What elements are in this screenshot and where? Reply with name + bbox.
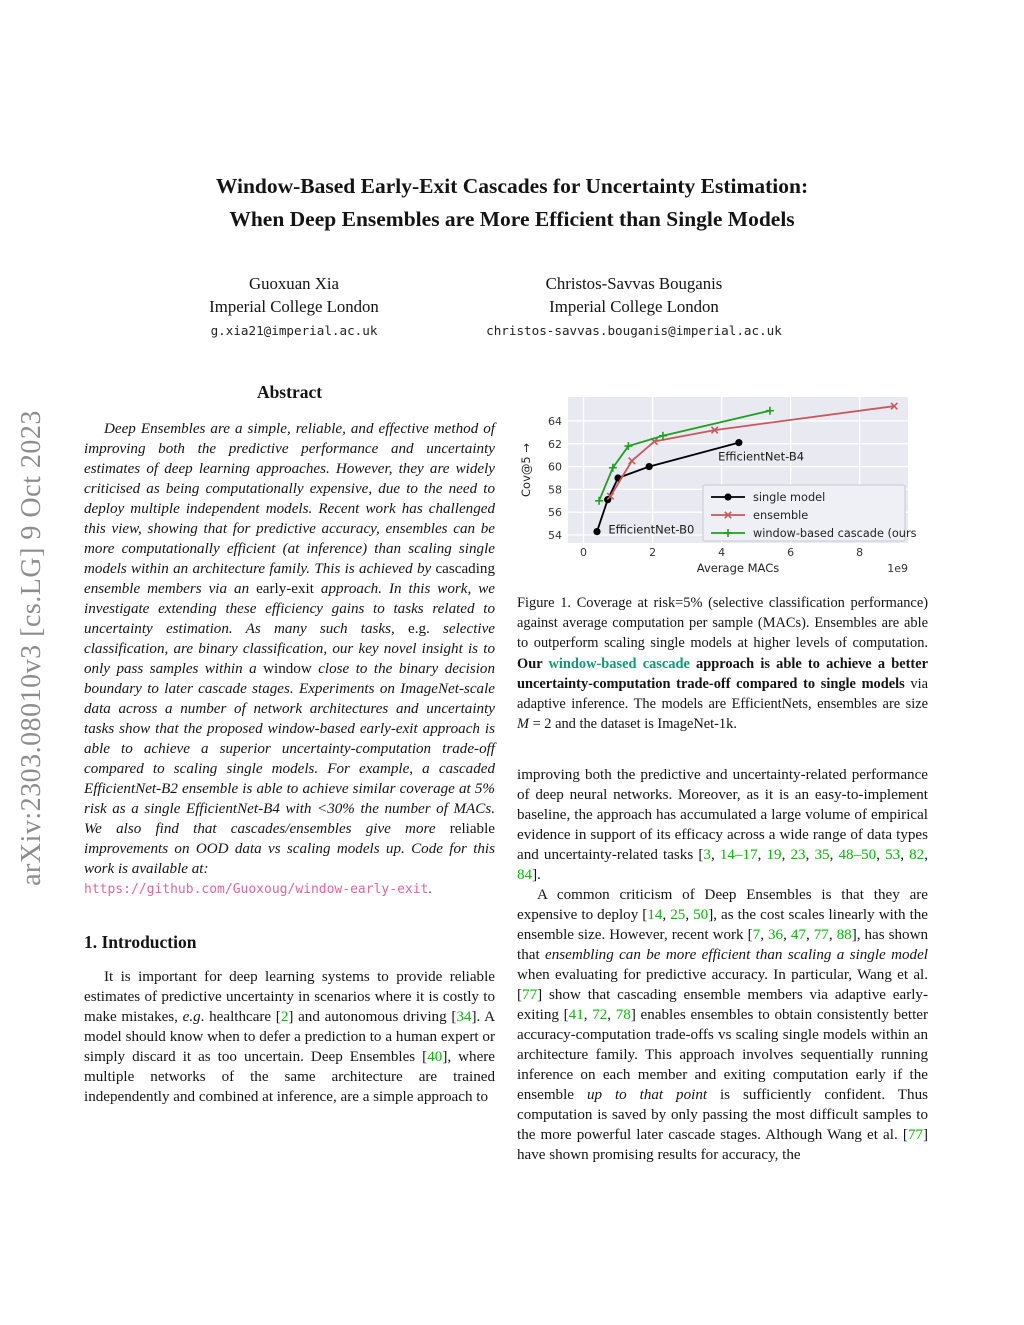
github-link[interactable]: https://github.com/Guoxoug/window-early-exit xyxy=(84,882,429,897)
author-block-2 xyxy=(429,272,839,341)
author-name: Guoxuan Xia xyxy=(249,274,339,293)
svg-text:6: 6 xyxy=(787,546,795,559)
abstract-text: Deep Ensembles are a simple, reliable, and effective method of improving both the predictive performance and uncertainty estimates of deep learning approaches. However, they are widely criticised as being computationally expensive, due to the need to deploy multiple independent models. Recent work has challenged this view, showing that for predictive accuracy, ensembles can be more computationally efficient (at inference) than scaling single models within an architecture family. This is achieved by cascading ensemble members via an early-exit approach. In this work, we investigate extending these efficiency gains to tasks related to uncertainty estimation. As many such tasks, e.g. selective classification, are binary classification, our key novel insight is to only pass samples within a window close to the binary decision boundary to later cascade stages. Experiments on ImageNet-scale data across a number of network architectures and uncertainty tasks show that the proposed window-based early-exit approach is able to achieve a superior uncertainty-computation trade-off compared to scaling single models. For example, a cascaded EfficientNet-B2 ensemble is able to achieve similar coverage at 5% risk as a single EfficientNet-B4 with <30% the number of MACs. We also find that cascades/ensembles give more reliable improvements on OOD data vs scaling models up. Code for this work is available at: xyxy=(84,421,496,877)
svg-text:62: 62 xyxy=(548,437,562,451)
svg-text:0: 0 xyxy=(580,546,588,559)
author-affiliation: Imperial College London xyxy=(209,297,379,316)
body-paragraph-2: A common criticism of Deep Ensembles is that they are expensive to deploy [14, 25, 50], as the cost scales linearly with the ensemble size. However, recent work [7, 36, 47, 77, 88], has shown that ensembling can be more efficient than scaling a single model when evaluating for predictive accuracy. In particular, Wang et al. [77] show that cascading ensemble members via adaptive early-exiting [41, 72, 78] enables ensembles to obtain consistently better accuracy-computation trade-offs vs scaling single models within an architecture family. This approach involves sequentially running inference on each member and exiting computation early if the ensemble up to that point is sufficiently confident. Thus computation is saved by only passing the most difficult samples to the more powerful later cascade stages. Although Wang et al. [77] have shown promising results for accuracy, the xyxy=(517,887,929,1164)
body-paragraph-1: improving both the predictive and uncertainty-related performance of deep neural networks. Moreover, as it is an easy-to-implement baseline, the approach has accumulated a large volume of empirical evidence in support of its efficacy across a wide range of data types and uncertainty-related tasks [3, 14–17, 19, 23, 35, 48–50, 53, 82, 84]. xyxy=(517,767,928,884)
paper-title xyxy=(0,170,1024,236)
svg-text:54: 54 xyxy=(548,529,562,543)
svg-text:8: 8 xyxy=(856,546,864,559)
author-email[interactable]: g.xia21@imperial.ac.uk xyxy=(210,323,378,338)
svg-text:window-based cascade (ours): window-based cascade (ours) xyxy=(753,527,917,540)
paper-title-line2: When Deep Ensembles are More Efficient than Single Models xyxy=(229,207,795,231)
svg-text:56: 56 xyxy=(548,506,562,520)
left-column xyxy=(84,382,495,1107)
author-name: Christos-Savvas Bouganis xyxy=(545,274,723,293)
svg-text:Average MACs: Average MACs xyxy=(696,561,780,575)
svg-text:ensemble: ensemble xyxy=(753,509,809,522)
abstract-heading: Abstract xyxy=(256,382,323,402)
link-period: . xyxy=(428,881,432,896)
figure-1-caption: Figure 1. Coverage at risk=5% (selective classification performance) against average computation per sample (MACs). Ensembles are able to outperform scaling single models at higher levels of computation. Our window-based cascade approach is able to achieve a better uncertainty-computation trade-off compared to single models via adaptive inference. The models are EfficientNets, ensembles are size M = 2 and the dataset is ImageNet-1k. xyxy=(517,595,929,733)
author-affiliation: Imperial College London xyxy=(549,297,719,316)
paper-title-line1: Window-Based Early-Exit Cascades for Uncertainty Estimation: xyxy=(215,174,809,198)
svg-text:EfficientNet-B0: EfficientNet-B0 xyxy=(608,522,695,537)
svg-text:EfficientNet-B4: EfficientNet-B4 xyxy=(718,449,805,464)
section-heading-introduction: 1. Introduction xyxy=(84,932,197,952)
svg-text:58: 58 xyxy=(548,483,562,497)
arxiv-banner: arXiv:2303.08010v3 [cs.LG] 9 Oct 2023 xyxy=(16,410,47,886)
svg-text:single model: single model xyxy=(753,491,826,504)
figure-1 xyxy=(517,390,917,580)
svg-text:60: 60 xyxy=(548,460,562,474)
right-column xyxy=(517,390,928,1165)
svg-text:1e9: 1e9 xyxy=(887,562,908,575)
svg-text:4: 4 xyxy=(718,546,726,559)
svg-text:Cov@5 →: Cov@5 → xyxy=(519,443,533,497)
code-link-line xyxy=(84,879,495,900)
figure-chart xyxy=(517,390,917,580)
svg-text:64: 64 xyxy=(548,414,562,428)
author-email[interactable]: christos-savvas.bouganis@imperial.ac.uk xyxy=(486,323,782,338)
svg-text:2: 2 xyxy=(649,546,657,559)
intro-paragraph: It is important for deep learning systems to provide reliable estimates of predictive uncertainty in scenarios where it is costly to make mistakes, e.g. healthcare [2] and autonomous driving [34]. A model should know when to defer a prediction to a human expert or simply discard it as too uncertain. Deep Ensembles [40], where multiple networks of the same architecture are trained independently and combined at inference, are a simple approach to xyxy=(84,969,495,1105)
